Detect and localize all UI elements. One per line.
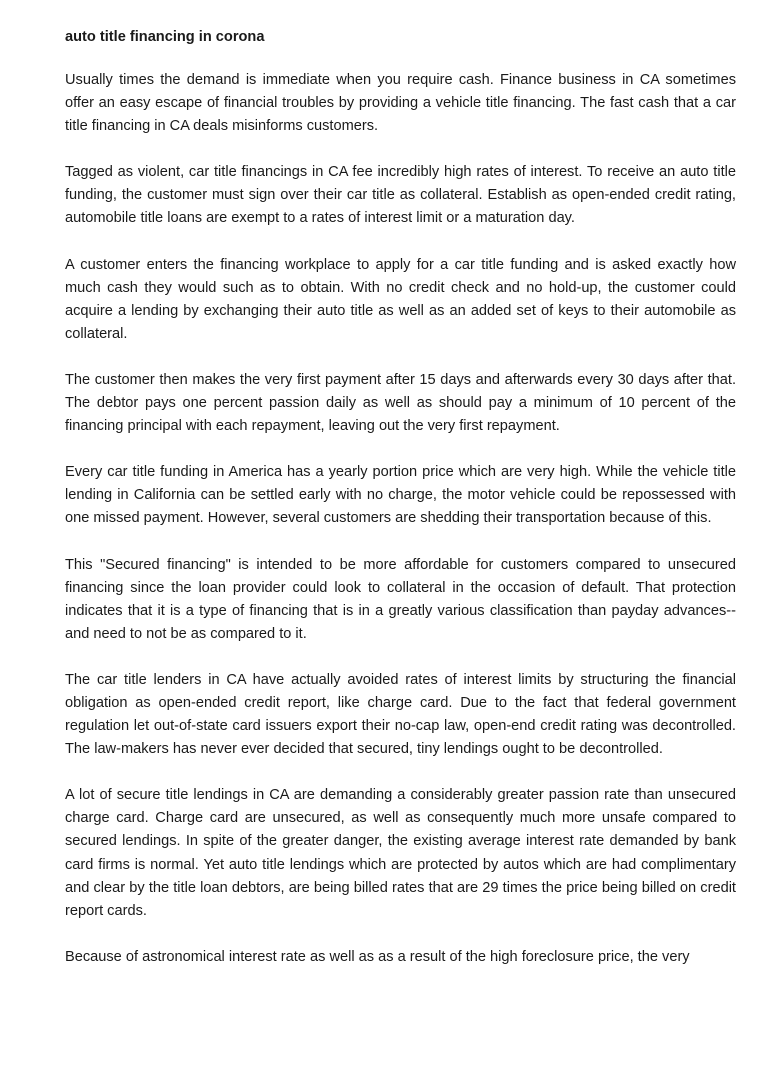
paragraph-5: Every car title funding in America has a yearly portion price which are very high. While the vehicle title lending in California can be settled early with no charge, the motor vehicle could be repossessed with one missed payment. However, several customers are shedding their transportation because of this. (65, 464, 736, 527)
document-body (65, 27, 736, 992)
paragraph-6: This "Secured financing" is intended to be more affordable for customers compared to unsecured financing since the loan provider could look to collateral in the occasion of default. That protection indicates that it is a type of financing that is in a greatly various classification than payday advances-- and need to not be as compared to it. (65, 556, 736, 642)
paragraph-7: The car title lenders in CA have actually avoided rates of interest limits by structuring the financial obligation as open-ended credit report, like charge card. Due to the fact that federal government regulation let out-of-state card issuers export their no-cap law, open-end credit rating was decontrolled. The law-makers has never ever decided that secured, tiny lendings ought to be decontrolled. (65, 671, 736, 758)
paragraph-3: A customer enters the financing workplace to apply for a car title funding and is asked exactly how much cash they would such as to obtain. With no credit check and no hold-up, the customer could acquire a lending by exchanging their auto title as well as an added set of keys to their automobile as collateral. (65, 256, 736, 342)
paragraph-9: Because of astronomical interest rate as well as as a result of the high foreclosure price, the very (65, 948, 690, 965)
paragraph-8: A lot of secure title lendings in CA are demanding a considerably greater passion rate than unsecured charge card. Charge card are unsecured, as well as consequently much more unsafe compared to secured lendings. In spite of the greater danger, the existing average interest rate demanded by bank card firms is normal. Yet auto title lendings which are protected by autos which are had complimentary and clear by the title loan debtors, are being billed rates that are 29 times the price being billed on credit report cards. (65, 787, 736, 919)
paragraph-4: The customer then makes the very first payment after 15 days and afterwards every 30 days after that. The debtor pays one percent passion daily as well as should pay a minimum of 10 percent of the financing principal with each repayment, leaving out the very first repayment. (65, 371, 736, 435)
paragraph-2: Tagged as violent, car title financings in CA fee incredibly high rates of interest. To receive an auto title funding, the customer must sign over their car title as collateral. Establish as open-ended credit rating, automobile title loans are exempt to a rates of interest limit or a maturation day. (65, 164, 736, 227)
paragraph-1: Usually times the demand is immediate when you require cash. Finance business in CA sometimes offer an easy escape of financial troubles by providing a vehicle title financing. The fast cash that a car title financing in CA deals misinforms customers. (65, 72, 736, 135)
document-title: auto title financing in corona (65, 29, 265, 45)
